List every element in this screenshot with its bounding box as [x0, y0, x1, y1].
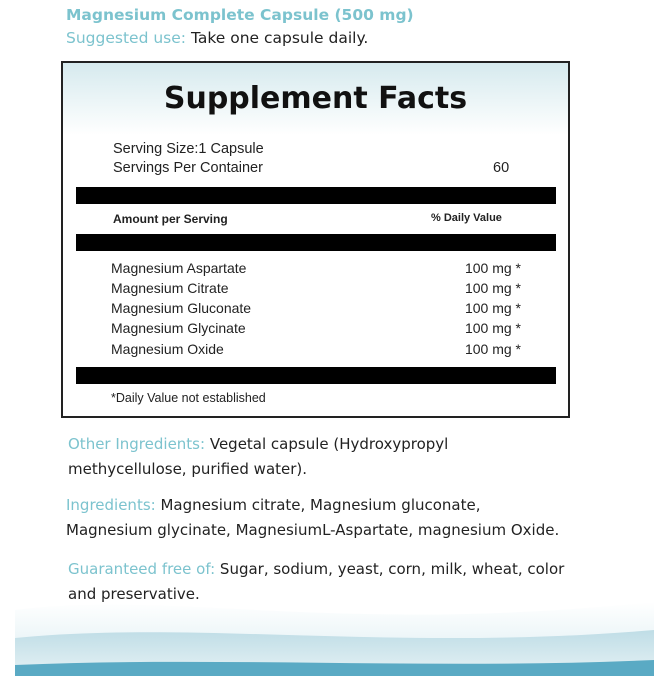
decorative-wave — [15, 590, 654, 676]
serving-size: Serving Size:1 Capsule — [113, 141, 264, 157]
product-header — [66, 4, 414, 50]
facts-header — [63, 63, 568, 135]
nutrient-amount: 100 mg * — [464, 260, 521, 276]
nutrient-name: Magnesium Glycinate — [111, 320, 246, 336]
other-ingredients-label: Other Ingredients: — [68, 435, 206, 453]
facts-title: Supplement Facts — [163, 81, 468, 116]
supplement-facts-panel — [61, 61, 570, 418]
thick-divider — [76, 187, 556, 204]
nutrient-name: Magnesium Citrate — [111, 280, 229, 296]
thick-divider — [76, 234, 556, 251]
nutrient-name: Magnesium Oxide — [111, 341, 224, 357]
suggested-use-text: Take one capsule daily. — [190, 29, 369, 47]
nutrient-amount: 100 mg * — [464, 320, 521, 336]
other-ingredients — [68, 432, 568, 482]
product-title: Magnesium Complete Capsule (500 mg) — [66, 6, 414, 24]
suggested-use — [66, 26, 414, 50]
servings-per-container-label: Servings Per Container — [113, 160, 263, 176]
nutrient-amount: 100 mg * — [464, 300, 521, 316]
ingredients-text: Magnesium citrate, Magnesium gluconate, Magnesium glycinate, MagnesiumL-Aspartate, magnesium Oxide. — [66, 496, 560, 539]
free-of-text: Sugar, sodium, yeast, corn, milk, wheat, color and preservative. — [68, 560, 565, 603]
nutrient-row — [111, 300, 521, 320]
nutrient-row — [111, 260, 521, 280]
nutrient-amount: 100 mg * — [464, 341, 521, 357]
suggested-use-label: Suggested use: — [66, 29, 186, 47]
other-ingredients-text: Vegetal capsule (Hydroxypropyl methycellulose, purified water). — [68, 435, 449, 478]
daily-value-header: % Daily Value — [431, 212, 502, 224]
free-of-label: Guaranteed free of: — [68, 560, 216, 578]
amount-per-serving-header: Amount per Serving — [113, 212, 228, 226]
nutrient-row — [111, 280, 521, 300]
ingredients — [66, 493, 566, 543]
nutrient-amount: 100 mg * — [464, 280, 521, 296]
nutrient-row — [111, 341, 521, 361]
nutrient-row — [111, 320, 521, 340]
servings-per-container-value: 60 — [493, 160, 510, 176]
daily-value-footnote: *Daily Value not established — [111, 391, 266, 405]
nutrient-name: Magnesium Aspartate — [111, 260, 247, 276]
nutrient-name: Magnesium Gluconate — [111, 300, 252, 316]
thick-divider — [76, 367, 556, 384]
ingredients-label: Ingredients: — [66, 496, 156, 514]
